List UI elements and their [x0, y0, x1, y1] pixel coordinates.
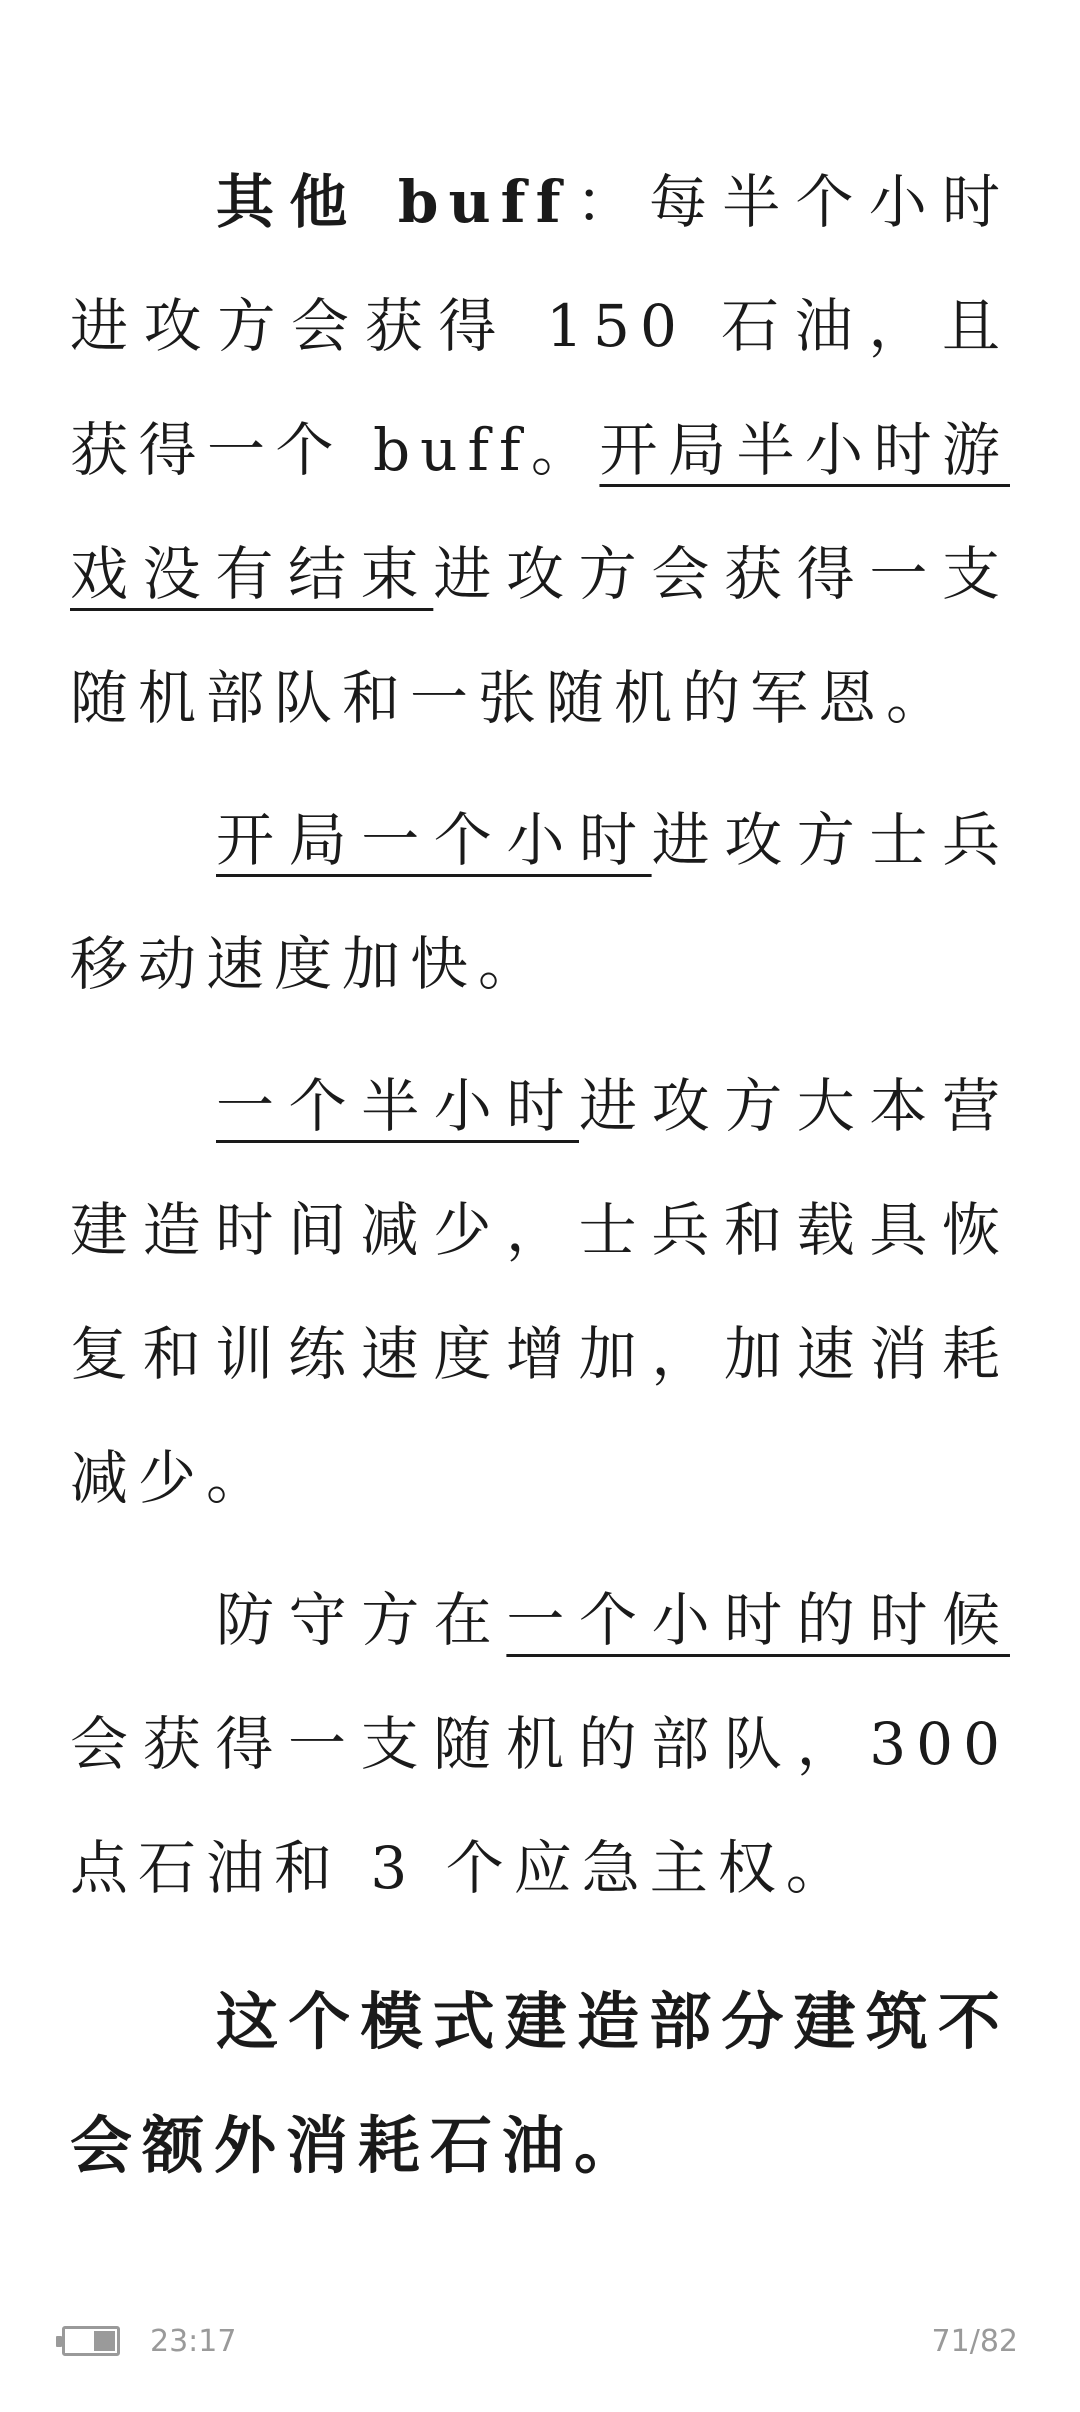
underlined-text: 一个半小时 [216, 1072, 579, 1140]
paragraph-text: 防守方在 [216, 1586, 507, 1654]
paragraph-text: 这个模式建造部分建筑不会额外消耗石油。 [70, 1985, 1010, 2182]
underlined-text: 开局半小时游戏没有结束 [70, 416, 1010, 608]
paragraph-1 [70, 140, 1010, 760]
paragraph-5-emphasis [70, 1960, 1010, 2208]
paragraph-2 [70, 778, 1010, 1026]
paragraph-text: 会获得一支随机的部队，300 点石油和 3 个应急主权。 [70, 1710, 1010, 1902]
page-indicator[interactable]: 71/82 [931, 2323, 1018, 2359]
clock-time: 23:17 [150, 2323, 237, 2359]
battery-level-fill [94, 2331, 115, 2351]
battery-icon [62, 2326, 120, 2356]
paragraph-3 [70, 1044, 1010, 1540]
paragraph-4 [70, 1558, 1010, 1930]
underlined-text: 一个小时的时候 [506, 1586, 1010, 1654]
reader-page [70, 140, 1010, 2208]
paragraph-text: 进攻方大本营建造时间减少，士兵和载具恢复和训练速度增加，加速消耗减少。 [70, 1072, 1010, 1512]
buff-heading: 其他 buff [216, 168, 571, 236]
underlined-text: 开局一个小时 [216, 806, 652, 874]
paragraph-text: ：每半个小时进攻方会获得 150 石油，且获得一个 buff。 [70, 168, 1010, 484]
paragraph-text: 进攻方士兵移动速度加快。 [70, 806, 1010, 998]
paragraph-text: 进攻方会获得一支随机部队和一张随机的军恩。 [70, 540, 1010, 732]
reader-status-bar [62, 2318, 1018, 2364]
